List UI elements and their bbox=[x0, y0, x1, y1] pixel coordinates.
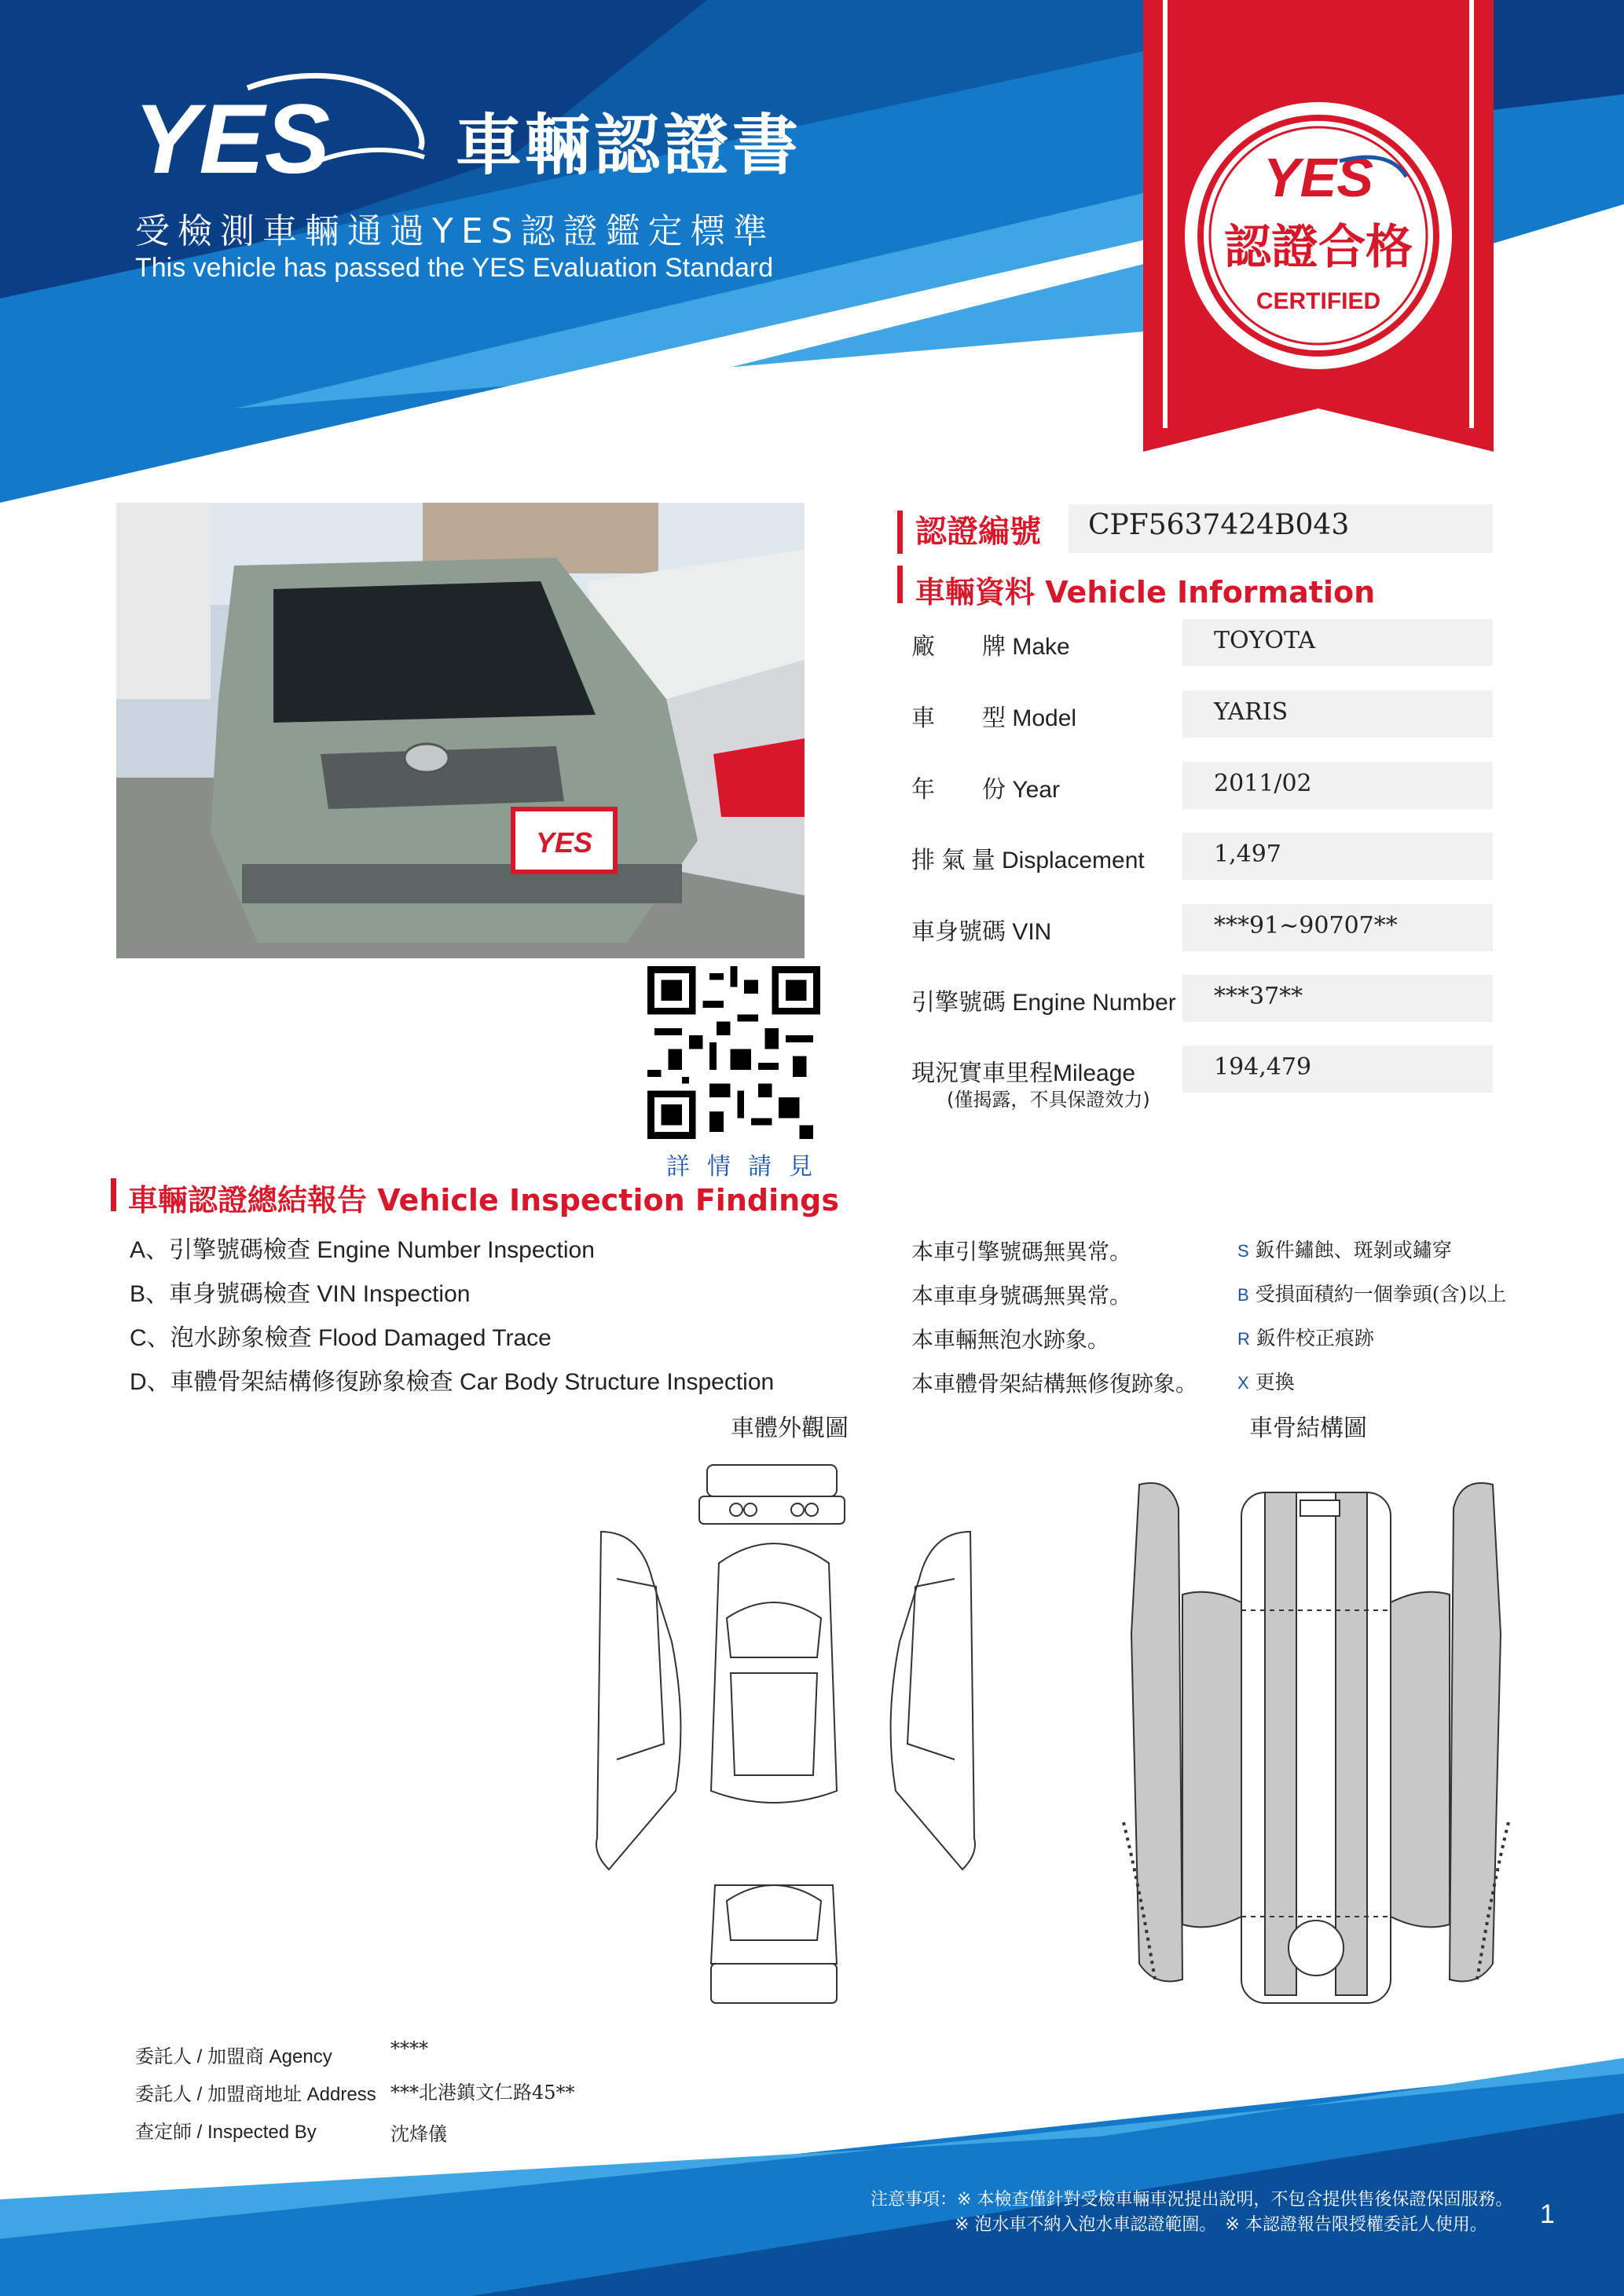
legend-damage bbox=[1237, 1279, 1506, 1307]
mileage-disclaimer: (僅揭露，不具保證效力) bbox=[947, 1089, 1150, 1111]
finding-c-label: C、泡水跡象檢查 Flood Damaged Trace bbox=[130, 1325, 552, 1351]
document-title: 車輛認證書 bbox=[456, 107, 802, 184]
cert-number-value: CPF5637424B043 bbox=[1088, 509, 1350, 541]
displacement-value: 1,497 bbox=[1214, 840, 1281, 868]
inspector-value: 沈烽儀 bbox=[390, 2123, 447, 2145]
plate-logo: YES bbox=[535, 826, 593, 859]
footer-background bbox=[0, 2042, 1624, 2296]
make-label: 廠 牌 Make bbox=[911, 634, 1070, 660]
year-value: 2011/02 bbox=[1214, 770, 1312, 797]
cert-number-label: 認證編號 bbox=[915, 514, 1041, 550]
agency-label: 委託人 / 加盟商 Agency bbox=[135, 2046, 332, 2067]
certified-ribbon bbox=[1143, 0, 1494, 452]
findings-title: 車輛認證總結報告 Vehicle Inspection Findings bbox=[128, 1183, 839, 1218]
cert-number-bar bbox=[897, 511, 903, 554]
vin-value: ***91~90707** bbox=[1214, 912, 1398, 939]
finding-d-result: 本車體骨架結構無修復跡象。 bbox=[911, 1371, 1198, 1397]
legend-text: 鈑件鏽蝕、斑剝或鏽穿 bbox=[1255, 1239, 1452, 1262]
vehicle-info-row-engine-number bbox=[911, 975, 1493, 1023]
legend-symbol-x: X bbox=[1237, 1373, 1249, 1393]
address-value: ***北港鎮文仁路45** bbox=[390, 2082, 575, 2104]
vin-label: 車身號碼 VIN bbox=[911, 919, 1052, 945]
qr-code[interactable] bbox=[647, 966, 820, 1139]
vehicle-info-row-vin bbox=[911, 904, 1493, 953]
vehicle-info-row-displacement bbox=[911, 833, 1493, 881]
finding-b-label: B、車身號碼檢查 VIN Inspection bbox=[130, 1281, 471, 1307]
vehicle-info-bar bbox=[897, 566, 903, 603]
legend-text: 鈑件校正痕跡 bbox=[1256, 1327, 1374, 1349]
exterior-diagram-label: 車體外觀圖 bbox=[731, 1415, 849, 1442]
engine-number-value: ***37** bbox=[1214, 983, 1303, 1010]
legend-rust bbox=[1237, 1235, 1452, 1263]
vehicle-info-row-year bbox=[911, 762, 1493, 811]
page-number: 1 bbox=[1540, 2199, 1555, 2229]
model-value: YARIS bbox=[1214, 698, 1289, 726]
notice-line-1: 注意事項：※ 本檢查僅針對受檢車輛車況提出說明，不包含提供售後保證保固服務。 bbox=[871, 2190, 1513, 2210]
engine-number-label: 引擎號碼 Engine Number bbox=[911, 990, 1176, 1016]
mileage-value: 194,479 bbox=[1214, 1053, 1312, 1081]
yes-logo bbox=[130, 71, 428, 189]
vehicle-info-row-make bbox=[911, 619, 1493, 668]
frame-structure-diagram bbox=[1108, 1477, 1524, 2011]
subtitle-english: This vehicle has passed the YES Evaluation Standard bbox=[135, 253, 774, 283]
findings-bar bbox=[111, 1178, 116, 1211]
notice-line-2: ※ 泡水車不納入泡水車認證範圍。 ※ 本認證報告限授權委託人使用。 bbox=[955, 2215, 1487, 2235]
vehicle-info-title: 車輛資料 Vehicle Information bbox=[915, 575, 1376, 610]
legend-text: 更換 bbox=[1255, 1371, 1295, 1393]
logo-wordmark: YES bbox=[134, 85, 331, 189]
mileage-label: 現況實車里程Mileage bbox=[911, 1060, 1136, 1086]
finding-b-result: 本車車身號碼無異常。 bbox=[911, 1283, 1132, 1309]
vehicle-info-row-model bbox=[911, 690, 1493, 739]
frame-diagram-label: 車骨結構圖 bbox=[1249, 1415, 1367, 1442]
finding-a-result: 本車引擎號碼無異常。 bbox=[911, 1239, 1132, 1265]
legend-replaced bbox=[1237, 1367, 1295, 1395]
year-label: 年 份 Year bbox=[911, 777, 1060, 803]
seal-text-en: CERTIFIED bbox=[1256, 288, 1381, 314]
subtitle-chinese: 受檢測車輛通過YES認證鑑定標準 bbox=[135, 211, 775, 251]
qr-caption: 詳情請見 bbox=[666, 1153, 830, 1181]
legend-symbol-b: B bbox=[1237, 1285, 1249, 1305]
seal-text-zh: 認證合格 bbox=[1224, 220, 1413, 275]
inspector-label: 查定師 / Inspected By bbox=[135, 2122, 317, 2143]
model-label: 車 型 Model bbox=[911, 705, 1077, 731]
make-value: TOYOTA bbox=[1214, 627, 1316, 654]
agency-value: **** bbox=[390, 2038, 428, 2060]
legend-symbol-r: R bbox=[1237, 1329, 1250, 1349]
legend-repair bbox=[1237, 1323, 1374, 1351]
displacement-label: 排 氣 量 Displacement bbox=[911, 848, 1145, 873]
legend-symbol-s: S bbox=[1237, 1241, 1249, 1261]
exterior-diagram bbox=[585, 1461, 986, 2011]
vehicle-photo bbox=[116, 503, 805, 958]
address-label: 委託人 / 加盟商地址 Address bbox=[135, 2084, 376, 2105]
finding-c-result: 本車輛無泡水跡象。 bbox=[911, 1327, 1110, 1353]
seal-logo: YES bbox=[1263, 147, 1374, 208]
finding-a-label: A、引擎號碼檢查 Engine Number Inspection bbox=[130, 1237, 595, 1263]
legend-text: 受損面積約一個拳頭(含)以上 bbox=[1255, 1283, 1507, 1305]
finding-d-label: D、車體骨架結構修復跡象檢查 Car Body Structure Inspection bbox=[130, 1369, 775, 1395]
